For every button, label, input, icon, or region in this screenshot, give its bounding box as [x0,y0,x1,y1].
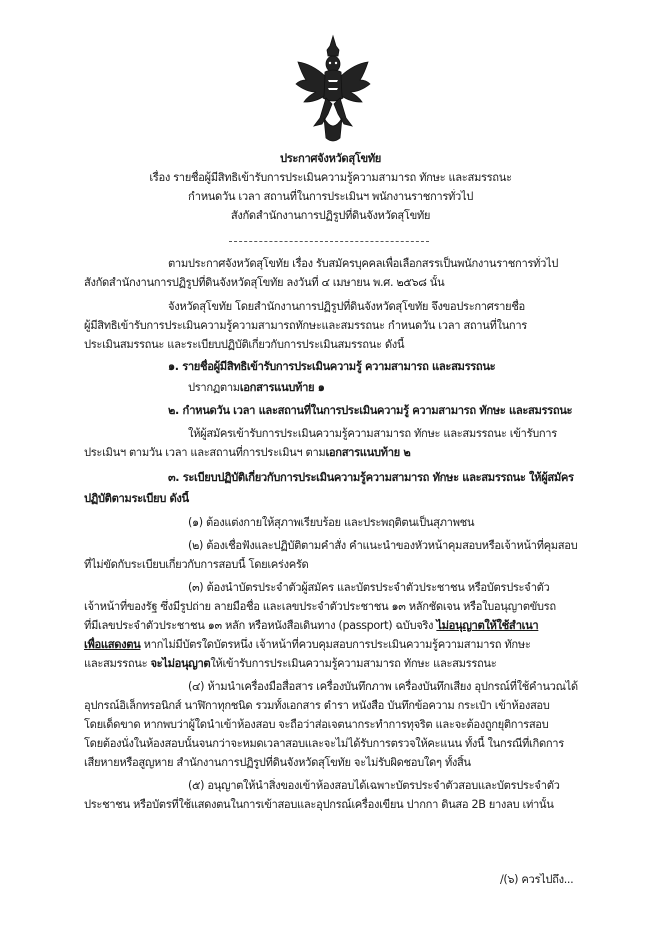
rule-4-line-3: โดยเด็ดขาด หากพบว่าผู้ใดนำเข้าห้องสอบ จะถือว่าส่อเจตนากระทำการทุจริต และจะต้องถูกยุติการสอบ [84,718,549,731]
intro-paragraph-2-line-2: ผู้มีสิทธิเข้ารับการประเมินความรู้ความสามารถทักษะและสมรรถนะ กำหนดวัน เวลา สถานที่ในการ [84,319,527,332]
rule-3-line-5: และสมรรถนะ จะไม่อนุญาตให้เข้ารับการประเมินความรู้ความสามารถ ทักษะ และสมรรถนะ [84,657,497,670]
rule-2-line-2: ที่ไม่ขัดกับระเบียบเกี่ยวกับการสอบนี้ โดยเคร่งครัด [84,558,309,571]
section-2-body-line-2: ประเมินฯ ตามวัน เวลา และสถานที่การประเมินฯ ตามเอกสารแนบท้าย ๒ [84,446,411,459]
subject-line-1: เรื่อง รายชื่อผู้มีสิทธิเข้ารับการประเมินความรู้ความสามารถ ทักษะ และสมรรถนะ [149,171,512,184]
garuda-emblem [294,34,372,146]
announcement-title: ประกาศจังหวัดสุโขทัย [279,152,382,165]
section-1-heading: ๑. รายชื่อผู้มีสิทธิเข้ารับการประเมินความรู้ ความสามารถ และสมรรถนะ [168,360,496,373]
rule-3-line-3: ที่มีเลขประจำตัวประชาชน ๑๓ หลัก หรือหนังสือเดินทาง (passport) ฉบับจริง ไม่อนุญาตให้ใช้สำเนา [84,619,539,632]
subject-line-3: สังกัดสำนักงานการปฏิรูปที่ดินจังหวัดสุโขทัย [230,209,431,222]
rule-4-line-4: โดยต้องนั่งในห้องสอบนั้นจนกว่าจะหมดเวลาสอบและจะไม่ได้รับการตรวจให้คะแนน ทั้งนี้ ในกรณีที่เกิดการ [84,737,564,750]
section-3-heading-line-1: ๓. ระเบียบปฏิบัติเกี่ยวกับการประเมินความรู้ความสามารถ ทักษะ และสมรรถนะ ให้ผู้สมัคร [168,471,574,484]
section-1-body: ปรากฏตามเอกสารแนบท้าย ๑ [188,381,325,394]
rule-3-line-4: เพื่อแสดงตน หากไม่มีบัตรใดบัตรหนึ่ง เจ้าหน้าที่ควบคุมสอบการประเมินความรู้ความสามารถ ทักษะ [84,638,531,651]
rule-4-line-1: (๔) ห้ามนำเครื่องมือสื่อสาร เครื่องบันทึกภาพ เครื่องบันทึกเสียง อุปกรณ์ที่ใช้คำนวณได้ [188,680,578,693]
rule-3-line-2: เจ้าหน้าที่ของรัฐ ซึ่งมีรูปถ่าย ลายมือชื่อ และเลขประจำตัวประชาชน ๑๓ หลักชัดเจน หรือใบอนุญาตขับรถ [84,600,556,613]
rule-3-line-1: (๓) ต้องนำบัตรประจำตัวผู้สมัคร และบัตรประจำตัวประชาชน หรือบัตรประจำตัว [188,581,550,594]
continued-marker: /(๖) ควรไปถึง... [500,873,574,886]
section-3-heading-line-2: ปฏิบัติตามระเบียบ ดังนี้ [84,492,189,505]
header-divider [229,241,429,242]
rule-2-line-1: (๒) ต้องเชื่อฟังและปฏิบัติตามคำสั่ง คำแนะนำของหัวหน้าคุมสอบหรือเจ้าหน้าที่คุมสอบ [188,539,578,552]
rule-5-line-2: ประชาชน หรือบัตรที่ใช้แสดงตนในการเข้าสอบและอุปกรณ์เครื่องเขียน ปากกา ดินสอ 2B ยางลบ เท่านั้น [84,798,554,811]
intro-paragraph-2-line-1: จังหวัดสุโขทัย โดยสำนักงานการปฏิรูปที่ดินจังหวัดสุโขทัย จึงขอประกาศรายชื่อ [168,300,525,313]
rule-4-line-2: อุปกรณ์อิเล็กทรอนิกส์ นาฬิกาทุกชนิด รวมทั้งเอกสาร ตำรา หนังสือ บันทึกข้อความ กระเป๋า เข้าห้องสอบ [84,699,550,712]
intro-paragraph-2-line-3: ประเมินสมรรถนะ และระเบียบปฏิบัติเกี่ยวกับการประเมินสมรรถนะ ดังนี้ [84,338,405,351]
rule-5-line-1: (๕) อนุญาตให้นำสิ่งของเข้าห้องสอบได้เฉพาะบัตรประจำตัวสอบและบัตรประจำตัว [188,779,560,792]
section-2-body-line-1: ให้ผู้สมัครเข้ารับการประเมินความรู้ความสามารถ ทักษะ และสมรรถนะ เข้ารับการ [188,427,557,440]
intro-paragraph-1-line-2: สังกัดสำนักงานการปฏิรูปที่ดินจังหวัดสุโขทัย ลงวันที่ ๔ เมษายน พ.ศ. ๒๕๖๘ นั้น [84,276,445,289]
section-2-heading: ๒. กำหนดวัน เวลา และสถานที่ในการประเมินความรู้ ความสามารถ ทักษะ และสมรรถนะ [168,404,573,417]
rule-4-line-5: เสียหายหรือสูญหาย สำนักงานการปฏิรูปที่ดินจังหวัดสุโขทัย จะไม่รับผิดชอบใดๆ ทั้งสิ้น [84,756,471,769]
rule-1: (๑) ต้องแต่งกายให้สุภาพเรียบร้อย และประพฤติตนเป็นสุภาพชน [188,516,475,529]
intro-paragraph-1-line-1: ตามประกาศจังหวัดสุโขทัย เรื่อง รับสมัครบุคคลเพื่อเลือกสรรเป็นพนักงานราชการทั่วไป [168,257,559,270]
subject-line-2: กำหนดวัน เวลา สถานที่ในการประเมินฯ พนักงานราชการทั่วไป [188,190,473,203]
